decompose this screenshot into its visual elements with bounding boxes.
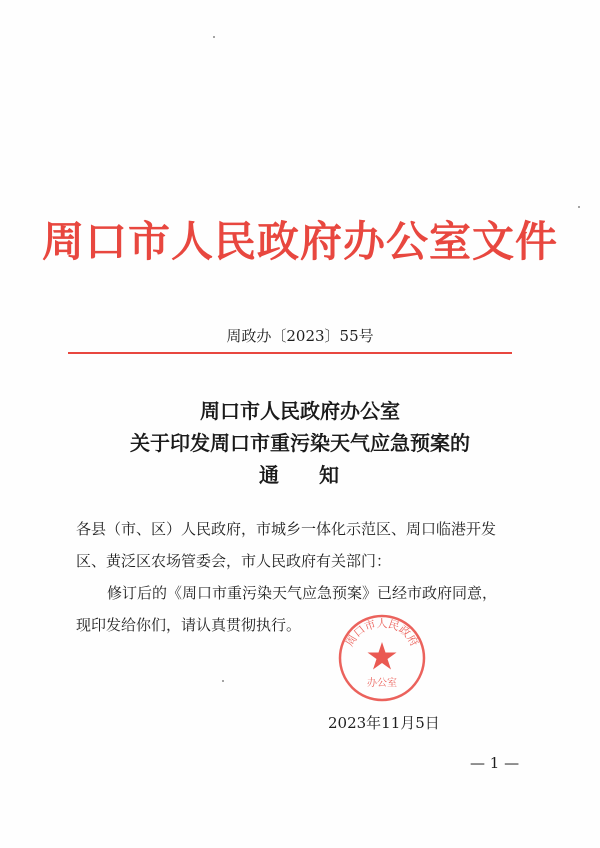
document-header-title: 周口市人民政府办公室文件 [41,217,558,266]
body-line-2: 区、黄泛区农场管委会，市人民政府有关部门： [76,552,392,570]
body-line-4: 现印发给你们，请认真贯彻执行。 [76,616,302,634]
seal-text-top: 周口市人民政府 [343,616,421,649]
notice-title-line-3 [0,461,600,489]
notice-title-char-2: 知 [319,463,341,487]
red-divider-line [68,352,512,354]
page-number: — 1 — [470,754,520,772]
scan-speck [578,206,580,208]
notice-title-char-1: 通 [259,463,281,487]
scan-speck [213,36,215,38]
notice-title-line-1: 周口市人民政府办公室 [200,399,400,423]
document-number: 周政办〔2023〕55号 [226,327,374,345]
scan-speck [222,680,224,682]
seal-star-icon [368,642,397,670]
official-seal [336,612,428,704]
issue-date: 2023年11月5日 [328,714,440,732]
body-line-1: 各县（市、区）人民政府，市城乡一体化示范区、周口临港开发 [76,520,497,538]
seal-text-bottom: 办公室 [367,678,397,689]
body-line-3: 修订后的《周口市重污染天气应急预案》已经市政府同意， [107,584,498,602]
notice-title-line-2: 关于印发周口市重污染天气应急预案的 [130,431,470,455]
